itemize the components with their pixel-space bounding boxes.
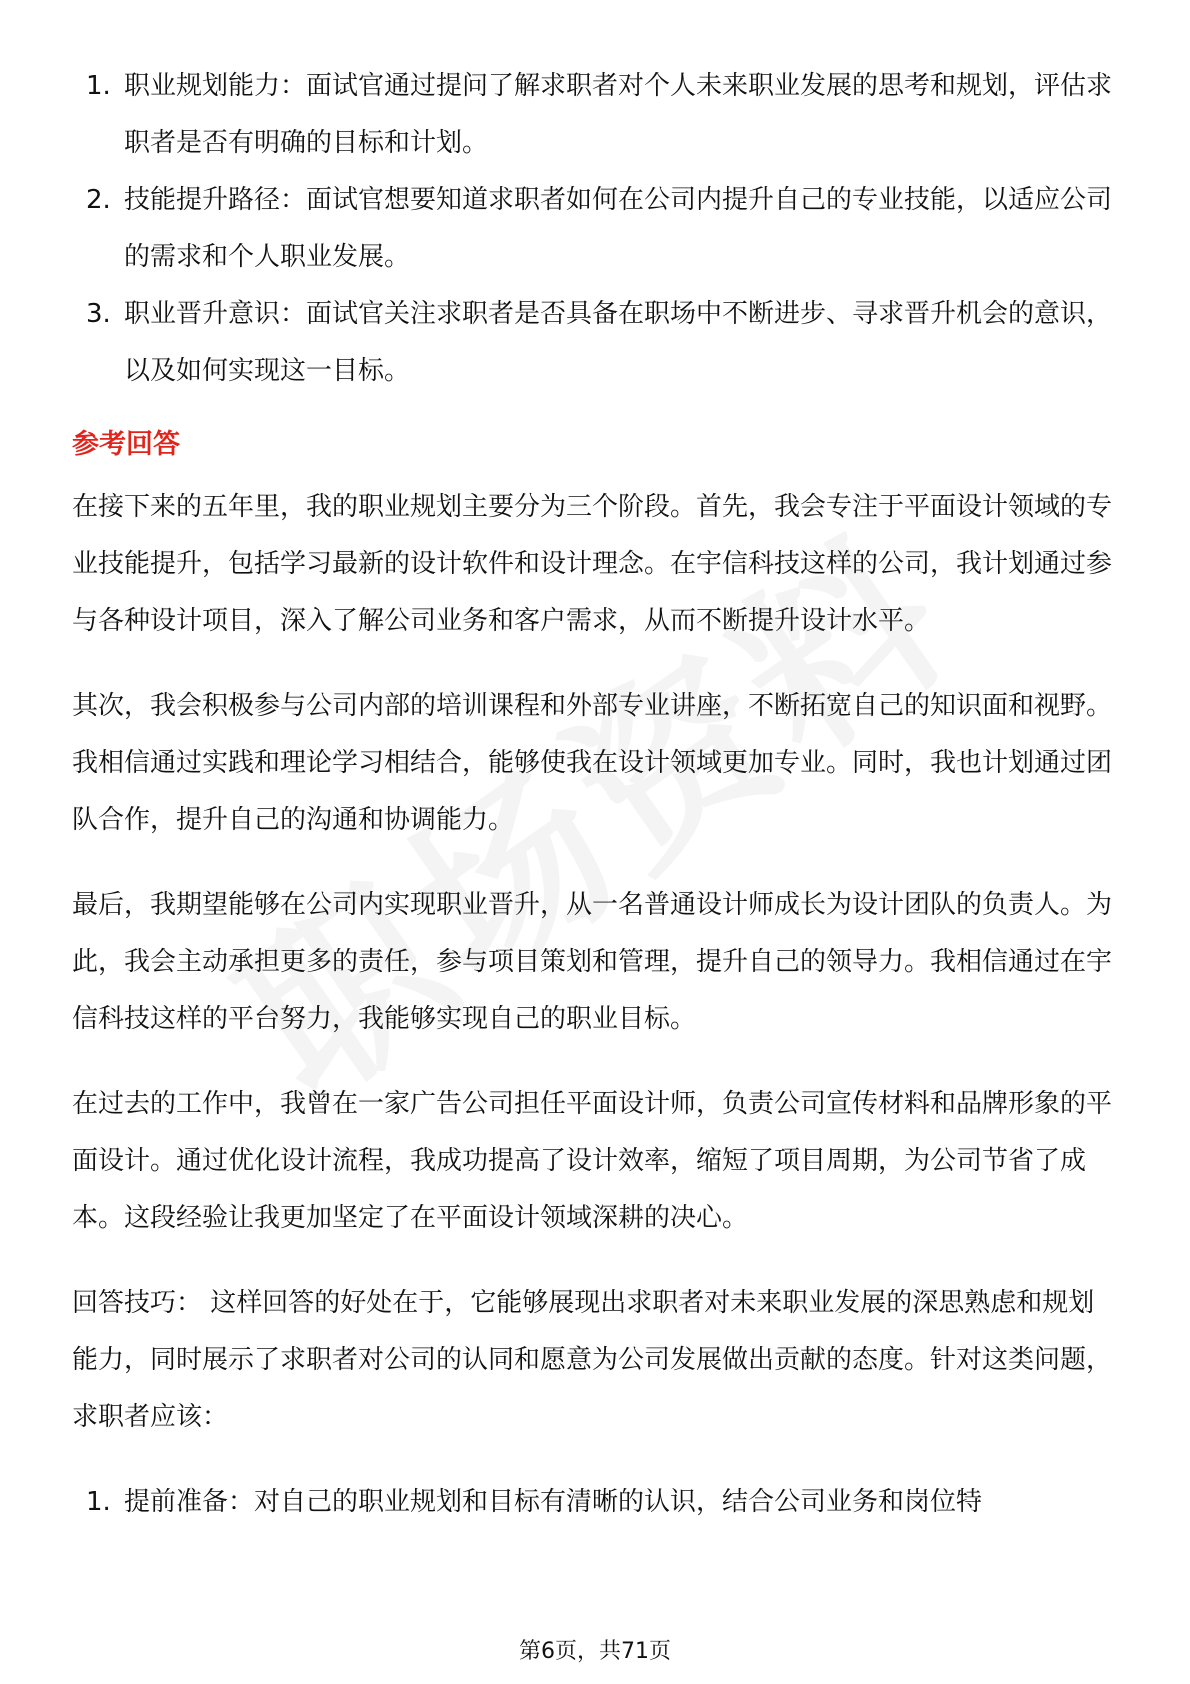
list-number: 1. [86,71,111,101]
tips-list [72,1474,1120,1531]
list-item [72,172,1120,286]
tips-intro: 回答技巧： 这样回答的好处在于，它能够展现出求职者对未来职业发展的深思熟虑和规划能力，同时展示了求职者对公司的认同和愿意为公司发展做出贡献的态度。针对这类问题，求职者应该： [72,1288,1113,1432]
page-content [72,58,1120,1531]
answer-paragraph: 在过去的工作中，我曾在一家广告公司担任平面设计师，负责公司宣传材料和品牌形象的平面设计。通过优化设计流程，我成功提高了设计效率，缩短了项目周期，为公司节省了成本。这段经验让我更加坚定了在平面设计领域深耕的决心。 [72,1089,1113,1233]
list-item [72,286,1120,400]
answer-paragraph: 最后，我期望能够在公司内实现职业晋升，从一名普通设计师成长为设计团队的负责人。为此，我会主动承担更多的责任，参与项目策划和管理，提升自己的领导力。我相信通过在宇信科技这样的平台努力，我能够实现自己的职业目标。 [72,890,1113,1034]
list-text: 对自己的职业规划和目标有清晰的认识，结合公司业务和岗位特 [254,1487,983,1517]
list-text: 面试官想要知道求职者如何在公司内提升自己的专业技能，以适应公司的需求和个人职业发展。 [124,185,1113,272]
list-term: 提前准备： [124,1487,255,1517]
list-item [72,58,1120,172]
answer-paragraph: 在接下来的五年里，我的职业规划主要分为三个阶段。首先，我会专注于平面设计领域的专业技能提升，包括学习最新的设计软件和设计理念。在宇信科技这样的公司，我计划通过参与各种设计项目，深入了解公司业务和客户需求，从而不断提升设计水平。 [72,492,1113,636]
answer-paragraph: 其次，我会积极参与公司内部的培训课程和外部专业讲座，不断拓宽自己的知识面和视野。我相信通过实践和理论学习相结合，能够使我在设计领域更加专业。同时，我也计划通过团队合作，提升自己的沟通和协调能力。 [72,691,1113,835]
list-number: 2. [86,185,111,215]
list-number: 3. [86,299,111,329]
list-text: 面试官通过提问了解求职者对个人未来职业发展的思考和规划，评估求职者是否有明确的目标和计划。 [124,71,1113,158]
list-item [72,1474,1120,1531]
page-number: 第6页，共71页 [519,1639,671,1664]
section-title: 参考回答 [72,429,180,460]
list-term: 职业晋升意识： [124,299,307,329]
list-number: 1. [86,1487,111,1517]
list-term: 技能提升路径： [124,185,307,215]
list-term: 职业规划能力： [124,71,307,101]
list-text: 面试官关注求职者是否具备在职场中不断进步、寻求晋升机会的意识，以及如何实现这一目标。 [124,299,1113,386]
focus-points-list [72,58,1120,400]
